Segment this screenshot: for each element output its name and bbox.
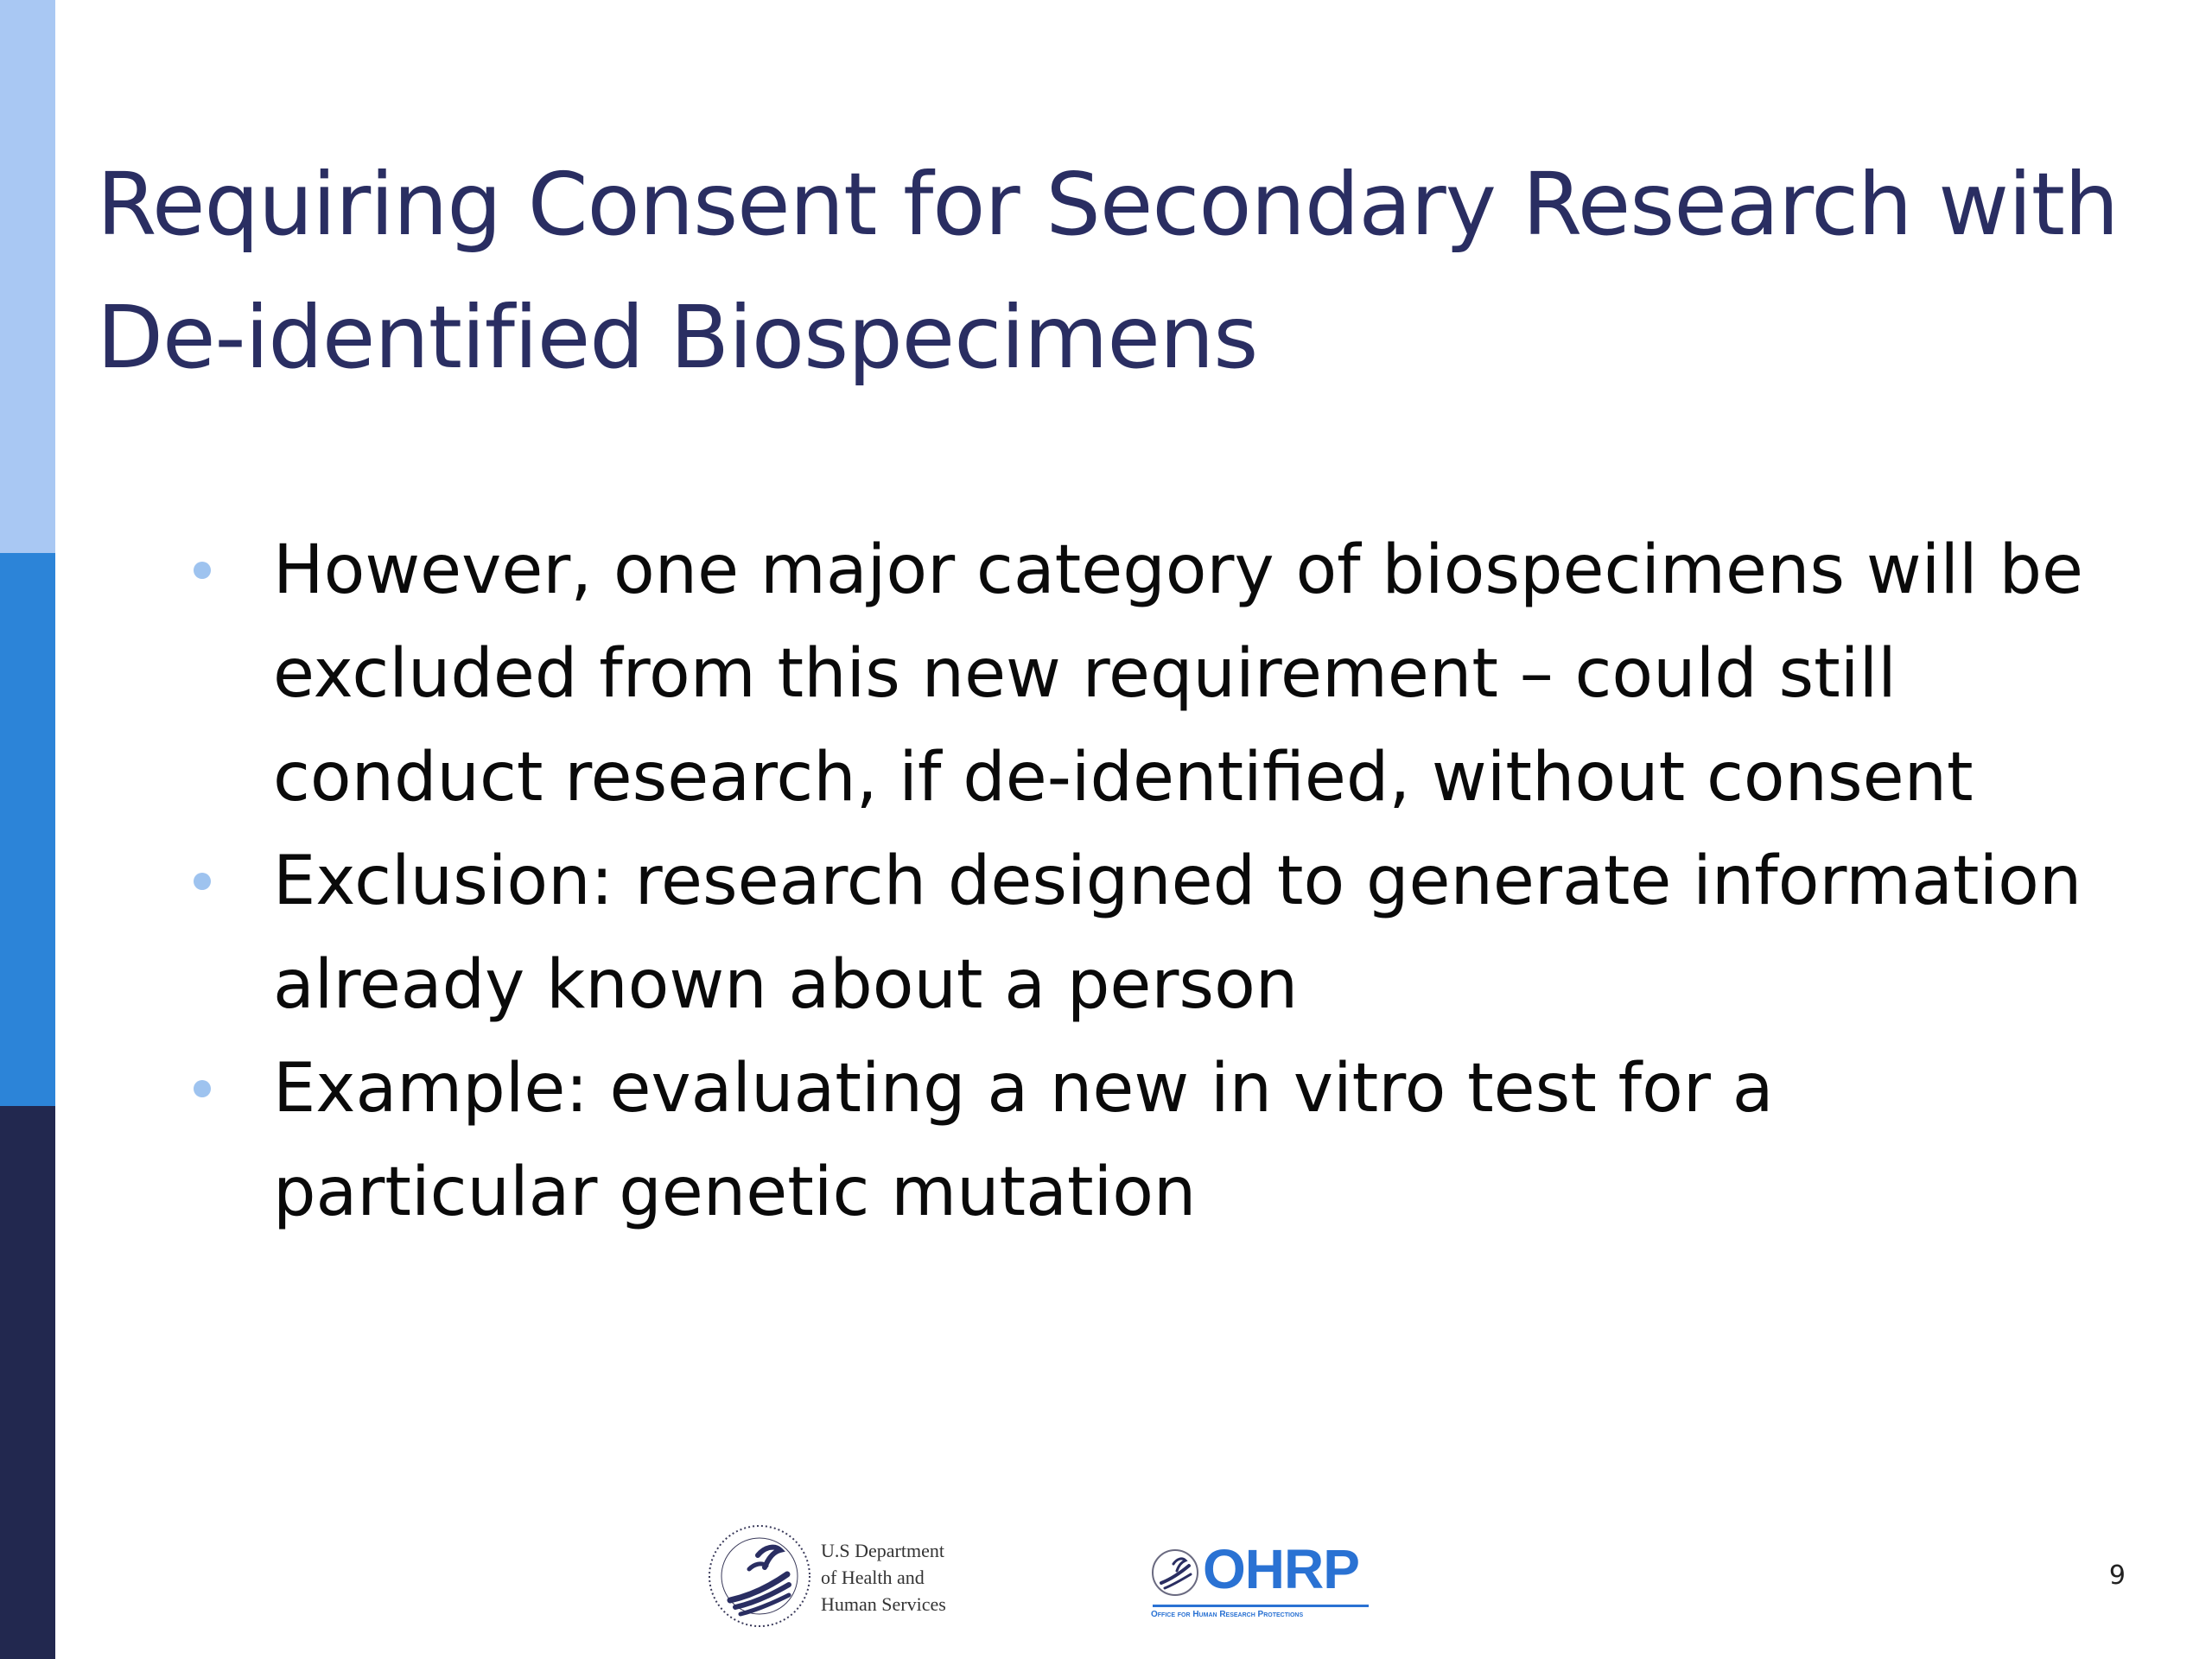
hhs-seal-icon — [704, 1521, 815, 1631]
bullet-list — [181, 518, 2117, 1244]
sidebar-accent-bar — [0, 0, 55, 1659]
bullet-item — [181, 830, 2117, 1037]
bullet-marker-icon — [194, 1080, 211, 1097]
hhs-line: Human Services — [821, 1593, 946, 1615]
ohrp-eagle-icon — [1149, 1547, 1201, 1599]
bullet-item — [181, 518, 2117, 830]
hhs-line: of Health and — [821, 1567, 925, 1588]
slide-number: 9 — [2108, 1560, 2126, 1591]
hhs-line: U.S Department — [821, 1540, 944, 1561]
bullet-text: Example: evaluating a new in vitro test for a particular genetic mutation — [273, 1050, 1774, 1231]
ohrp-logo — [1149, 1538, 1374, 1620]
bullet-text: Exclusion: research designed to generate information already known about a person — [273, 842, 2082, 1024]
hhs-logo — [704, 1516, 981, 1637]
sidebar-bar-light — [0, 0, 55, 553]
ohrp-divider — [1153, 1605, 1369, 1607]
bullet-marker-icon — [194, 562, 211, 579]
slide-title: Requiring Consent for Secondary Research with De-identified Biospecimens — [97, 154, 2119, 388]
ohrp-subtitle: Office for Human Research Protections — [1151, 1610, 1304, 1619]
bullet-item — [181, 1037, 2117, 1244]
sidebar-bar-mid — [0, 553, 55, 1106]
bullet-marker-icon — [194, 873, 211, 890]
bullet-text: However, one major category of biospecimens will be excluded from this new requirement – could still conduct research, if de-identified, without consent — [273, 531, 2083, 817]
ohrp-wordmark: OHRP — [1203, 1538, 1359, 1600]
hhs-wordmark — [821, 1537, 946, 1618]
footer-logos — [0, 1516, 2212, 1637]
